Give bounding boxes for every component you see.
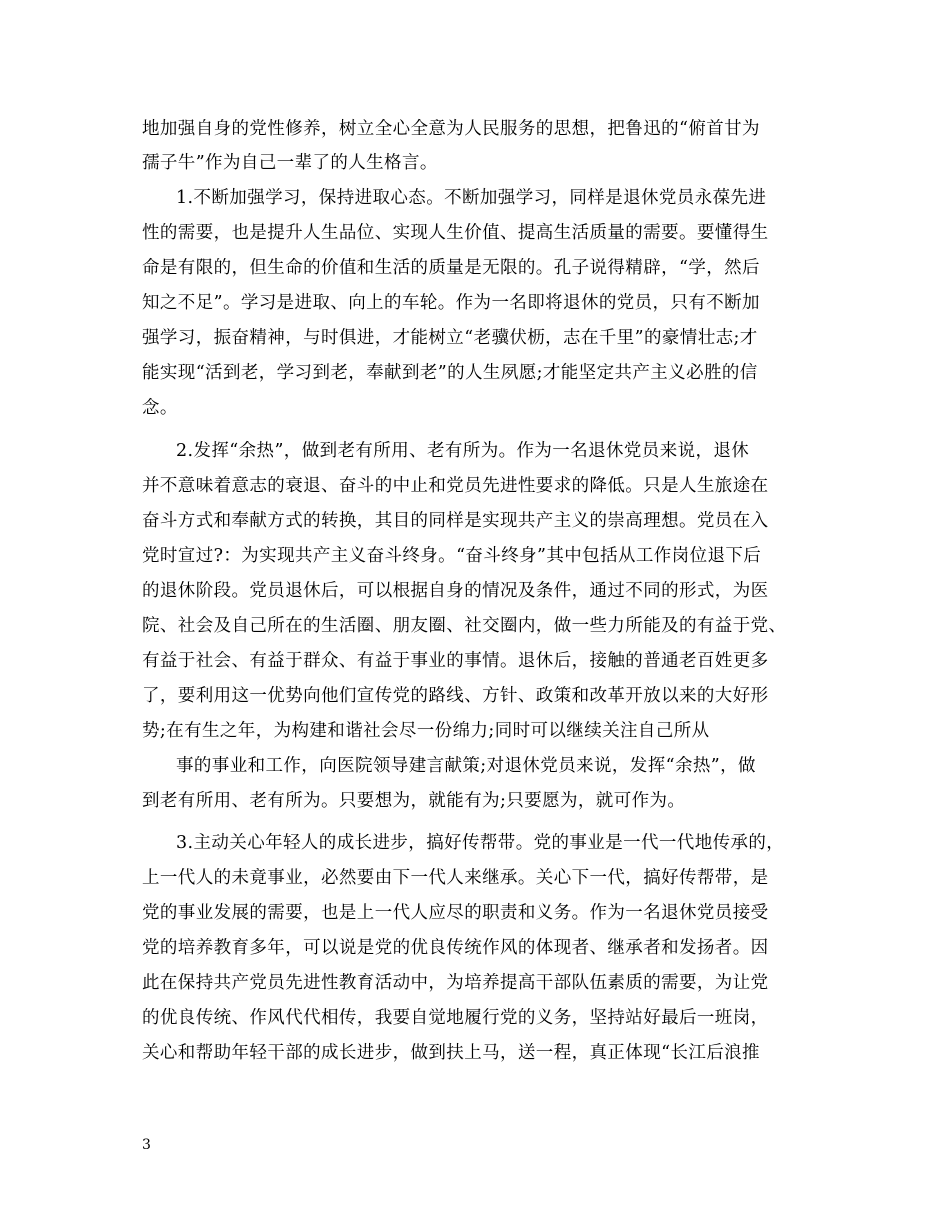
text-line: 奋斗方式和奉献方式的转换，其目的同样是实现共产主义的崇高理想。党员在入 — [142, 511, 769, 531]
text-line: 并不意味着意志的衰退、奋斗的中止和党员先进性要求的降低。只是人生旅途在 — [142, 476, 769, 496]
text-line: 的优良传统、作风代代相传，我要自觉地履行党的义务，坚持站好最后一班岗， — [142, 1008, 769, 1028]
text-line: 关心和帮助年轻干部的成长进步，做到扶上马，送一程，真正体现“长江后浪推 — [142, 1043, 760, 1063]
text-line: 命是有限的，但生命的价值和生活的质量是无限的。孔子说得精辟，“学，然后 — [142, 258, 760, 278]
text-line: 上一代人的未竟事业，必然要由下一代人来继承。关心下一代，搞好传帮带，是 — [142, 868, 769, 888]
text-line: 地加强自身的党性修养，树立全心全意为人民服务的思想，把鲁迅的“俯首甘为 — [142, 119, 760, 139]
text-line: 此在保持共产党员先进性教育活动中，为培养提高干部队伍素质的需要，为让党 — [142, 973, 769, 993]
paragraph-2-start: 2.发挥“余热”，做到老有所用、老有所为。作为一名退休党员来说，退休 — [176, 441, 750, 461]
paragraph-1-start: 1.不断加强学习，保持进取心态。不断加强学习，同样是退休党员永葆先进 — [176, 188, 767, 208]
text-line: 到老有所用、老有所为。只要想为，就能有为;只要愿为，就可作为。 — [142, 791, 686, 811]
text-line: 能实现“活到老，学习到老，奉献到老”的人生夙愿;才能坚定共产主义必胜的信 — [142, 363, 758, 383]
text-line: 强学习，振奋精神，与时俱进，才能树立“老骥伏枥，志在千里”的豪情壮志;才 — [142, 328, 758, 348]
text-line: 念。 — [142, 398, 178, 418]
text-line: 党时宣过?：为实现共产主义奋斗终身。“奋斗终身”其中包括从工作岗位退下后 — [142, 546, 762, 566]
text-line: 势;在有生之年，为构建和谐社会尽一份绵力;同时可以继续关注自己所从 — [142, 721, 710, 741]
text-line: 党的事业发展的需要，也是上一代人应尽的职责和义务。作为一名退休党员接受 — [142, 903, 769, 923]
text-line: 知之不足”。学习是进取、向上的车轮。作为一名即将退休的党员，只有不断加 — [142, 293, 760, 313]
paragraph-3-start: 3.主动关心年轻人的成长进步，搞好传帮带。党的事业是一代一代地传承的， — [176, 833, 785, 853]
text-line: 事的事业和工作，向医院领导建言献策;对退休党员来说，发挥“余热”，做 — [176, 756, 756, 776]
text-line: 院、社会及自己所在的生活圈、朋友圈、社交圈内，做一些力所能及的有益于党、 — [142, 616, 787, 636]
text-line: 性的需要，也是提升人生品位、实现人生价值、提高生活质量的需要。要懂得生 — [142, 223, 769, 243]
page-number: 3 — [142, 1137, 151, 1153]
text-line: 有益于社会、有益于群众、有益于事业的事情。退休后，接触的普通老百姓更多 — [142, 651, 769, 671]
text-line: 了，要利用这一优势向他们宣传党的路线、方针、政策和改革开放以来的大好形 — [142, 686, 769, 706]
text-line: 的退休阶段。党员退休后，可以根据自身的情况及条件，通过不同的形式，为医 — [142, 581, 769, 601]
text-line: 孺子牛”作为自己一辈了的人生格言。 — [142, 153, 438, 173]
text-line: 党的培养教育多年，可以说是党的优良传统作风的体现者、继承者和发扬者。因 — [142, 938, 769, 958]
